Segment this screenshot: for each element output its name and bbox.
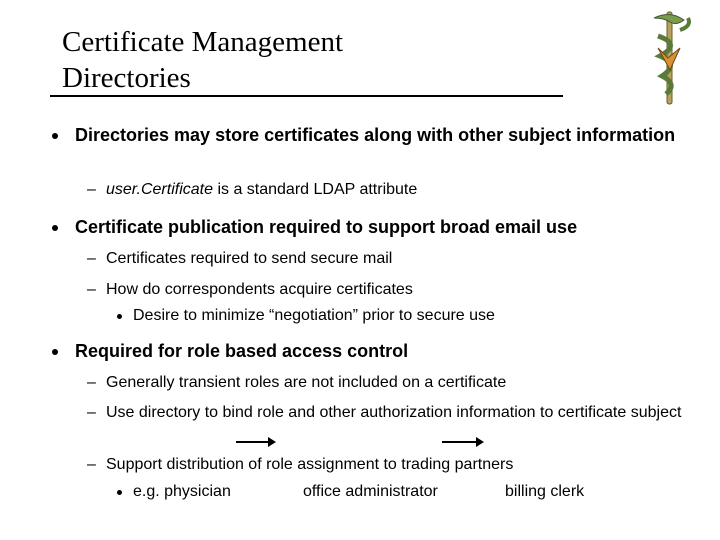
sub-bullet-text: is a standard LDAP attribute — [213, 181, 418, 198]
bullet-dot — [52, 349, 58, 355]
caduceus-icon — [640, 8, 700, 108]
example-billing-clerk: billing clerk — [505, 483, 585, 500]
dash: – — [87, 250, 96, 267]
title-underline — [50, 95, 563, 97]
example-office-administrator: office administrator — [303, 483, 438, 500]
bullet-dot — [52, 225, 58, 231]
sub-bullet-text: Certificates required to send secure mail — [106, 250, 393, 267]
sub-bullet-3-2 — [87, 402, 697, 424]
bullet-2: Certificate publication required to support broad email use — [75, 217, 578, 237]
sub-bullet-2-1 — [87, 248, 697, 270]
sub-bullet-3-1 — [87, 372, 697, 394]
bullet-1: Directories may store certificates along with other subject information — [75, 125, 676, 145]
sub-bullet-text: Use directory to bind role and other authorization information to certificate subject — [106, 404, 682, 421]
dash: – — [87, 374, 96, 391]
bullet-dot — [117, 314, 122, 319]
sub-bullet-1-1 — [87, 179, 697, 201]
page-title — [62, 24, 343, 96]
dash: – — [87, 281, 96, 298]
arrow-icon — [236, 441, 274, 443]
bullet-dot — [52, 133, 58, 139]
sub-bullet-2-2 — [87, 279, 697, 301]
example-physician: e.g. physician — [133, 483, 231, 500]
sub-sub-bullet-2-2-1: Desire to minimize “negotiation” prior to secure use — [133, 307, 495, 324]
ldap-attribute-name: user.Certificate — [106, 181, 213, 198]
arrow-icon — [442, 441, 482, 443]
sub-bullet-3-3 — [87, 454, 697, 476]
sub-bullet-text: Support distribution of role assignment to trading partners — [106, 456, 514, 473]
sub-bullet-text: How do correspondents acquire certificates — [106, 281, 413, 298]
title-line-2: Directories — [62, 62, 191, 94]
dash: – — [87, 456, 96, 473]
bullet-dot — [117, 490, 122, 495]
title-line-1: Certificate Management — [62, 26, 344, 58]
sub-bullet-text: Generally transient roles are not included on a certificate — [106, 374, 507, 391]
dash: – — [87, 181, 96, 198]
dash: – — [87, 404, 96, 421]
bullet-3: Required for role based access control — [75, 341, 409, 361]
